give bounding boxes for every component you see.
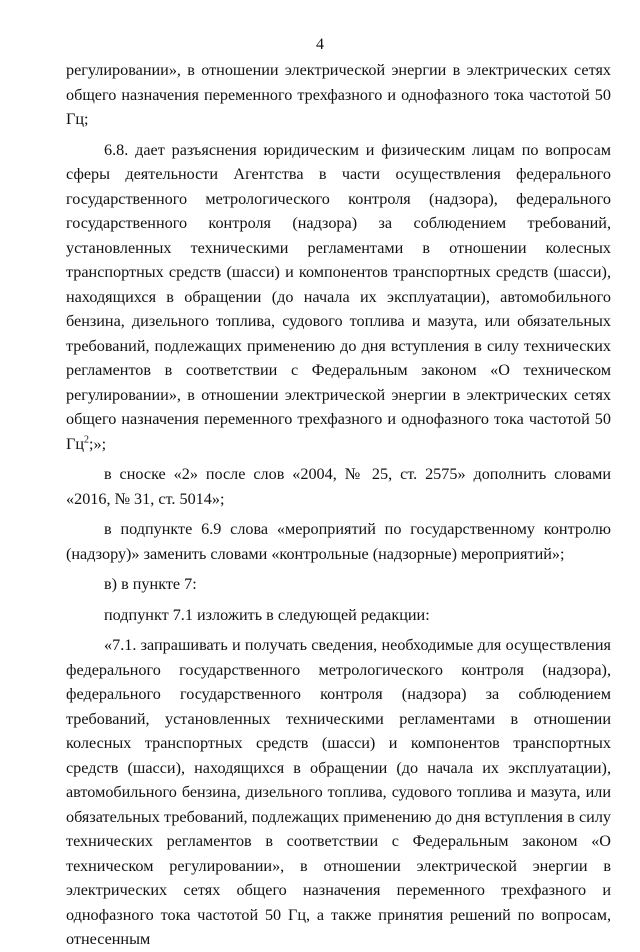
paragraph-continuation: регулировании», в отношении электрической энергии в электрических сетях общего назначения переменного трехфазного и однофазного тока частотой 50 Гц; <box>66 61 611 128</box>
paragraph-footnote-amendment: в сноске «2» после слов «2004, № 25, ст. 2575» дополнить словами «2016, № 31, ст. 5014»; <box>66 465 611 508</box>
paragraph-7-1-intro: подпункт 7.1 изложить в следующей редакции: <box>104 605 430 624</box>
page-number: 4 <box>316 36 324 53</box>
paragraph-6-8-text: 6.8. дает разъяснения юридическим и физическим лицам по вопросам сферы деятельности Агентства в части осуществления федерального государственного метрологического контроля (надзора), федерального государственного контроля (надзора) за соблюдением требований, установленных техническими регламентами в отношении колесных транспортных средств (шасси) и компонентов транспортных средств (шасси), находящихся в обращении (до начала их эксплуатации), автомобильного бензина, дизельного топлива, судового топлива и мазута, или обязательных требований, подлежащих применению до дня вступления в силу технических регламентов в соответствии с Федеральным законом «О техническом регулировании», в отношении электрической энергии в электрических сетях общего назначения переменного трехфазного и однофазного тока частотой 50 Гц <box>66 140 611 453</box>
paragraph-7-1-text: «7.1. запрашивать и получать сведения, необходимые для осуществления федерального государственного метрологического контроля (надзора), федерального государственного контроля (надзора) за соблюдением требований, установленных техническими регламентами в отношении колесных транспортных средств (шасси) и компонентов транспортных средств (шасси), находящихся в обращении (до начала их эксплуатации), автомобильного бензина, дизельного топлива, судового топлива и мазута, или обязательных требований, подлежащих применению до дня вступления в силу технических регламентов в соответствии с Федеральным законом «О техническом регулировании», в отношении электрической энергии в электрических сетях общего назначения переменного трехфазного и однофазного тока частотой 50 Гц, а также принятия решений по вопросам, отнесенным <box>66 636 611 948</box>
paragraph-6-8 <box>66 138 611 457</box>
body-text <box>66 58 611 952</box>
paragraph-6-9-amendment: в подпункте 6.9 слова «мероприятий по государственному контролю (надзору)» заменить словами «контрольные (надзорные) мероприятий»; <box>66 520 611 563</box>
footnote-marker: 2 <box>84 434 90 446</box>
paragraph-item-7-heading: в) в пункте 7: <box>104 575 197 593</box>
paragraph-6-8-end: ;»; <box>89 434 107 453</box>
